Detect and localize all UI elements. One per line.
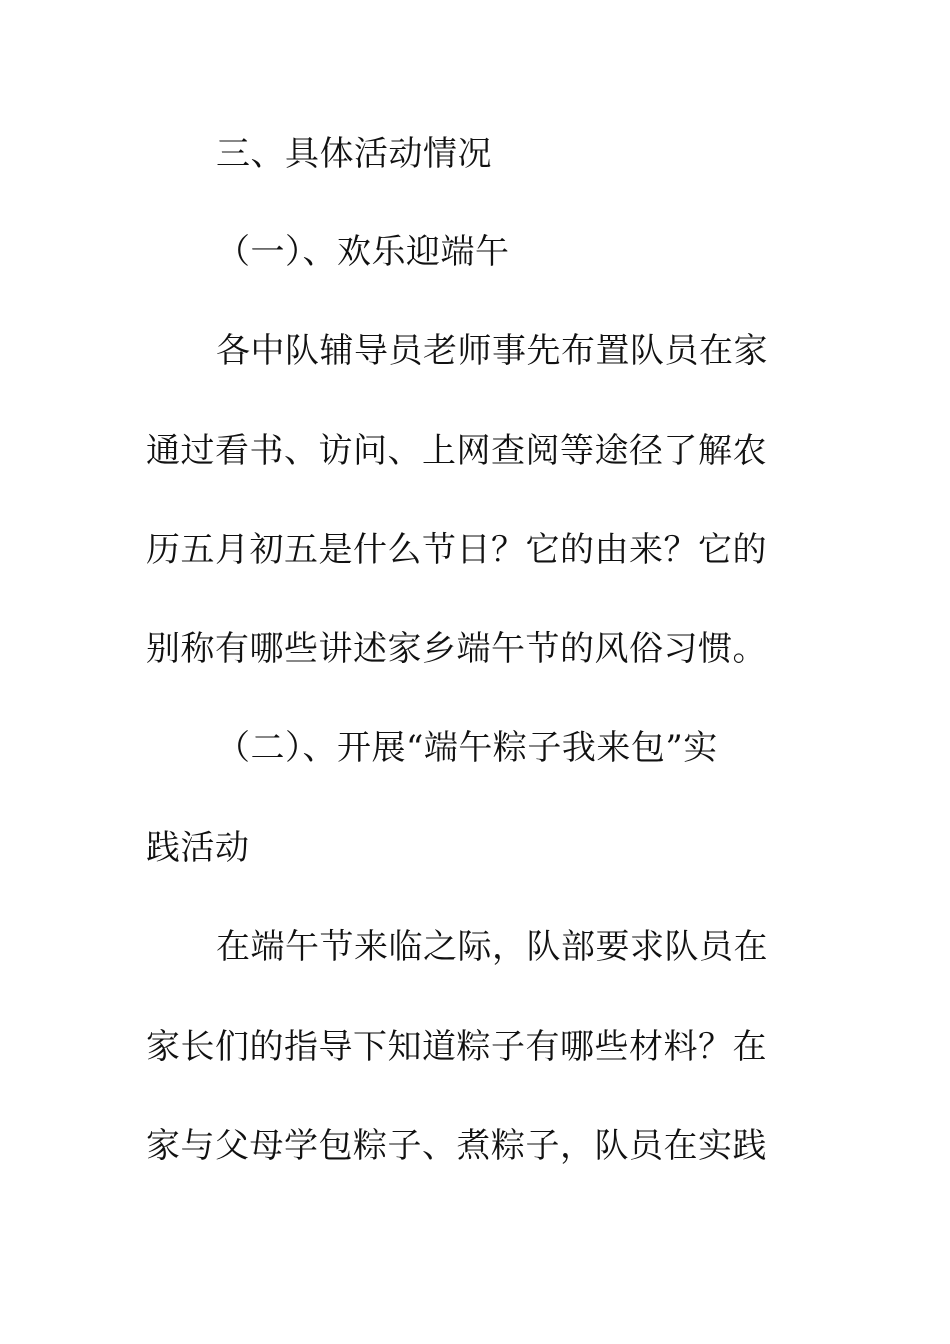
- paragraph-line: [0, 1116, 950, 1176]
- paragraph-2-line-3: 家与父母学包粽子、煮粽子，队员在实践: [146, 1126, 767, 1166]
- subsection-2-heading-line-1: （二）、开展“端午粽子我来包”实: [216, 728, 718, 768]
- subsection-heading-line: [0, 718, 950, 778]
- paragraph-line: [0, 917, 950, 977]
- paragraph-line: [0, 321, 950, 381]
- paragraph-1-line-2: 通过看书、访问、上网查阅等途径了解农: [146, 431, 767, 471]
- paragraph-2-line-1: 在端午节来临之际，队部要求队员在: [216, 927, 768, 967]
- paragraph-1-line-3: 历五月初五是什么节日？它的由来？它的: [146, 530, 767, 570]
- subsection-heading-line: [0, 222, 950, 282]
- subsection-heading-line: [0, 818, 950, 878]
- section-heading: 三、具体活动情况: [216, 134, 492, 174]
- section-heading-line: [0, 124, 950, 184]
- subsection-2-heading-line-2: 践活动: [146, 828, 250, 868]
- paragraph-line: [0, 619, 950, 679]
- paragraph-line: [0, 520, 950, 580]
- paragraph-line: [0, 421, 950, 481]
- paragraph-line: [0, 1017, 950, 1077]
- paragraph-1-line-4: 别称有哪些讲述家乡端午节的风俗习惯。: [146, 629, 767, 669]
- paragraph-2-line-2: 家长们的指导下知道粽子有哪些材料？在: [146, 1027, 767, 1067]
- subsection-1-heading: （一）、欢乐迎端午: [216, 232, 510, 272]
- paragraph-1-line-1: 各中队辅导员老师事先布置队员在家: [216, 331, 768, 371]
